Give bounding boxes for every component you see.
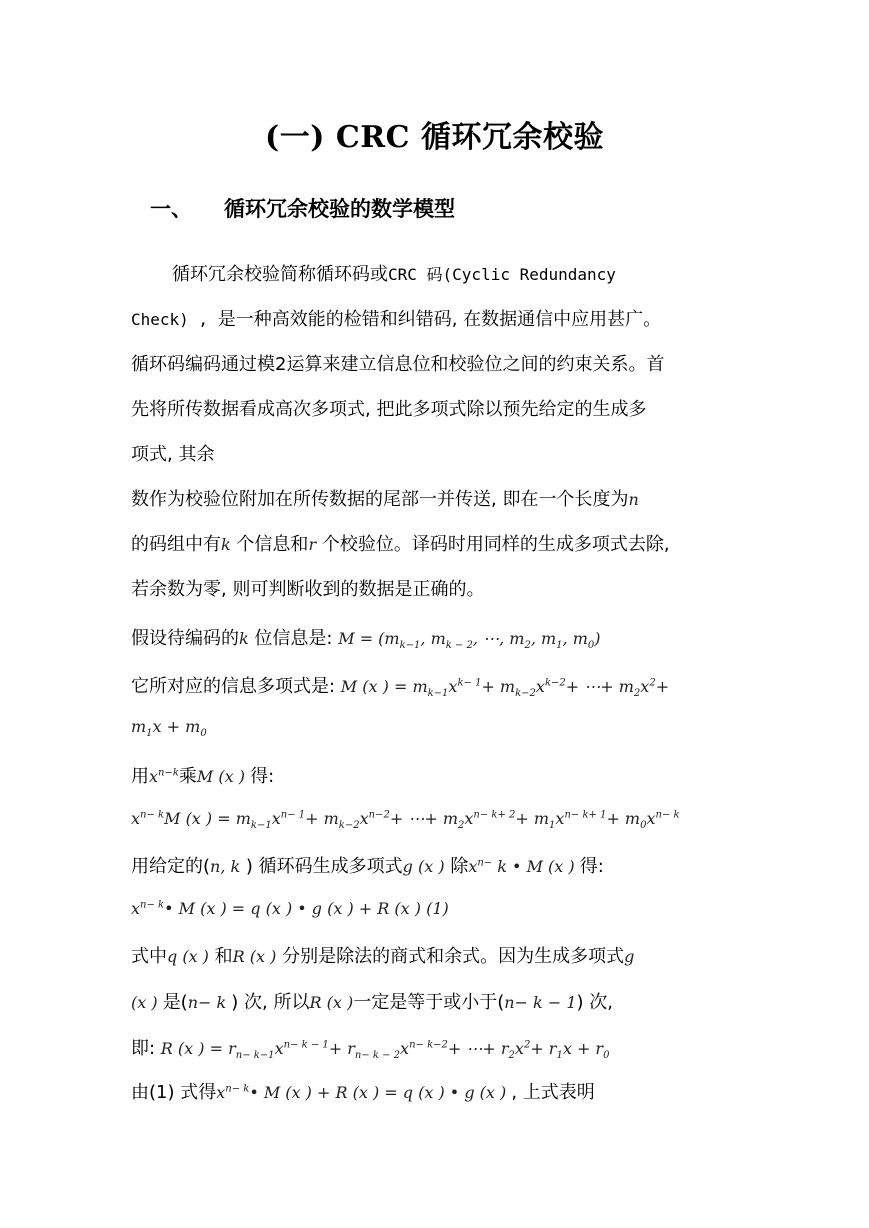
section-title: 循环冗余校验的数学模型	[224, 197, 455, 221]
math-var: r	[308, 535, 317, 554]
section-heading	[150, 193, 455, 223]
formula: g (x )	[402, 857, 445, 876]
section-number: 一、	[150, 197, 192, 221]
document-title: (一) CRC 循环冗余校验	[265, 120, 604, 155]
divide-line	[131, 852, 604, 878]
text-span: 乘	[178, 766, 197, 787]
conclusion-line	[131, 1078, 595, 1104]
info-bits-line	[131, 624, 601, 651]
text-span: 它所对应的信息多项式是:	[131, 676, 341, 697]
paragraph-line-7	[131, 530, 670, 556]
math-var: n	[628, 490, 639, 509]
text-span: 用	[131, 766, 149, 787]
formula: n− k	[187, 993, 232, 1012]
paragraph-line-2	[131, 305, 661, 331]
formula: $x^{n- k}M$ (x ) = $m_{k-1}x^{n- 1}+ m_{k-2}x^{n-2}+$ ⋯+ $m_2x^{n- k+ 2}+ m_1x^{n- k+ 1}+ m_0x^{n- k}$	[131, 809, 680, 832]
text-span: 循环冗余校验简称循环码或	[172, 264, 388, 285]
formula: M (x )	[196, 767, 251, 786]
math-var: k	[221, 535, 231, 554]
formula: $x^{n- k}•$ M (x ) + R (x ) = q (x ) • g (x )	[216, 1083, 512, 1102]
equation-1-line	[131, 898, 449, 919]
formula: $x^{n-}$ k • M (x )	[468, 857, 580, 876]
paragraph-line-3: 循环码编码通过模2运算来建立信息位和校验位之间的约束关系。首	[131, 354, 665, 375]
paragraph-line-1	[172, 260, 616, 286]
remainder-polynomial-line	[131, 1034, 609, 1061]
formula: $m_1x + m_0$	[131, 717, 207, 740]
quotient-remainder-line	[131, 942, 634, 968]
text-span: 得:	[250, 766, 275, 787]
degree-line	[131, 988, 613, 1014]
formula: $x^{n- k}•$ M (x ) = q (x ) • g (x ) + R (x ) (1)	[131, 899, 449, 918]
shifted-polynomial-line	[131, 808, 680, 831]
paragraph-line-8: 若余数为零, 则可判断收到的数据是正确的。	[131, 579, 485, 600]
formula: R (x ) = $r_{n- k-1}x^{n- k - 1}+ r_{n- k - 2}x^{n- k-2}+$ ⋯+ $r_2x^2+ r_1x + r_0$	[160, 1039, 610, 1062]
text-span: ) 次, 所以	[231, 992, 310, 1013]
text-span: 和	[208, 946, 233, 967]
formula: q (x )	[167, 947, 209, 966]
text-span: ) 循环码生成多项式	[240, 856, 403, 877]
paragraph-line-5: 项式, 其余	[131, 444, 215, 465]
multiply-line	[131, 762, 274, 788]
text-span: 得:	[579, 856, 604, 877]
formula: M (x ) = $m_{k-1}x^{k- 1}+ m_{k-2}x^{k-2}+$ ⋯+ $m_2x^2+$	[340, 677, 670, 700]
text-span: 用给定的(	[131, 856, 211, 877]
text-span: 的码组中有	[131, 534, 221, 555]
text-span: 除	[444, 856, 469, 877]
text-span: 个校验位。译码时用同样的生成多项式去除,	[316, 534, 670, 555]
text-span: 是(	[162, 992, 188, 1013]
math-var: n, k	[210, 857, 241, 876]
paragraph-line-6	[131, 485, 639, 511]
text-span: Check) ,	[131, 310, 218, 329]
math-var: g	[624, 947, 635, 966]
text-span: 式中	[131, 946, 167, 967]
text-span: 个信息和	[230, 534, 309, 555]
text-span: ) 次,	[576, 992, 613, 1013]
formula: (x )	[131, 993, 163, 1012]
math-var: k	[239, 629, 249, 648]
text-span: CRC 码(Cyclic Redundancy	[388, 265, 616, 284]
text-span: 由(1) 式得	[131, 1082, 217, 1103]
formula: $x^{n-k}$	[149, 767, 179, 786]
formula: n− k − 1	[504, 993, 577, 1012]
text-span: 位信息是:	[248, 628, 339, 649]
text-span: 是一种高效能的检错和纠错码, 在数据通信中应用甚广。	[217, 309, 662, 330]
formula: R (x )	[309, 993, 354, 1012]
text-span: 数作为校验位附加在所传数据的尾部一并传送, 即在一个长度为	[131, 489, 629, 510]
formula: $M = (m_{k-1}$, $m_{k - 2}$, ⋯, $m_2$, $m_1$, $m_0$)	[338, 629, 601, 652]
text-span: 分别是除法的商式和余式。因为生成多项式	[276, 946, 625, 967]
formula: R (x )	[232, 947, 277, 966]
text-span: 一定是等于或小于(	[353, 992, 505, 1013]
text-span: 假设待编码的	[131, 628, 239, 649]
text-span: , 上式表明	[511, 1082, 595, 1103]
info-polynomial-cont	[131, 716, 207, 739]
text-span: 即:	[131, 1038, 161, 1059]
info-polynomial-line	[131, 672, 669, 699]
paragraph-line-4: 先将所传数据看成高次多项式, 把此多项式除以预先给定的生成多	[131, 399, 647, 420]
